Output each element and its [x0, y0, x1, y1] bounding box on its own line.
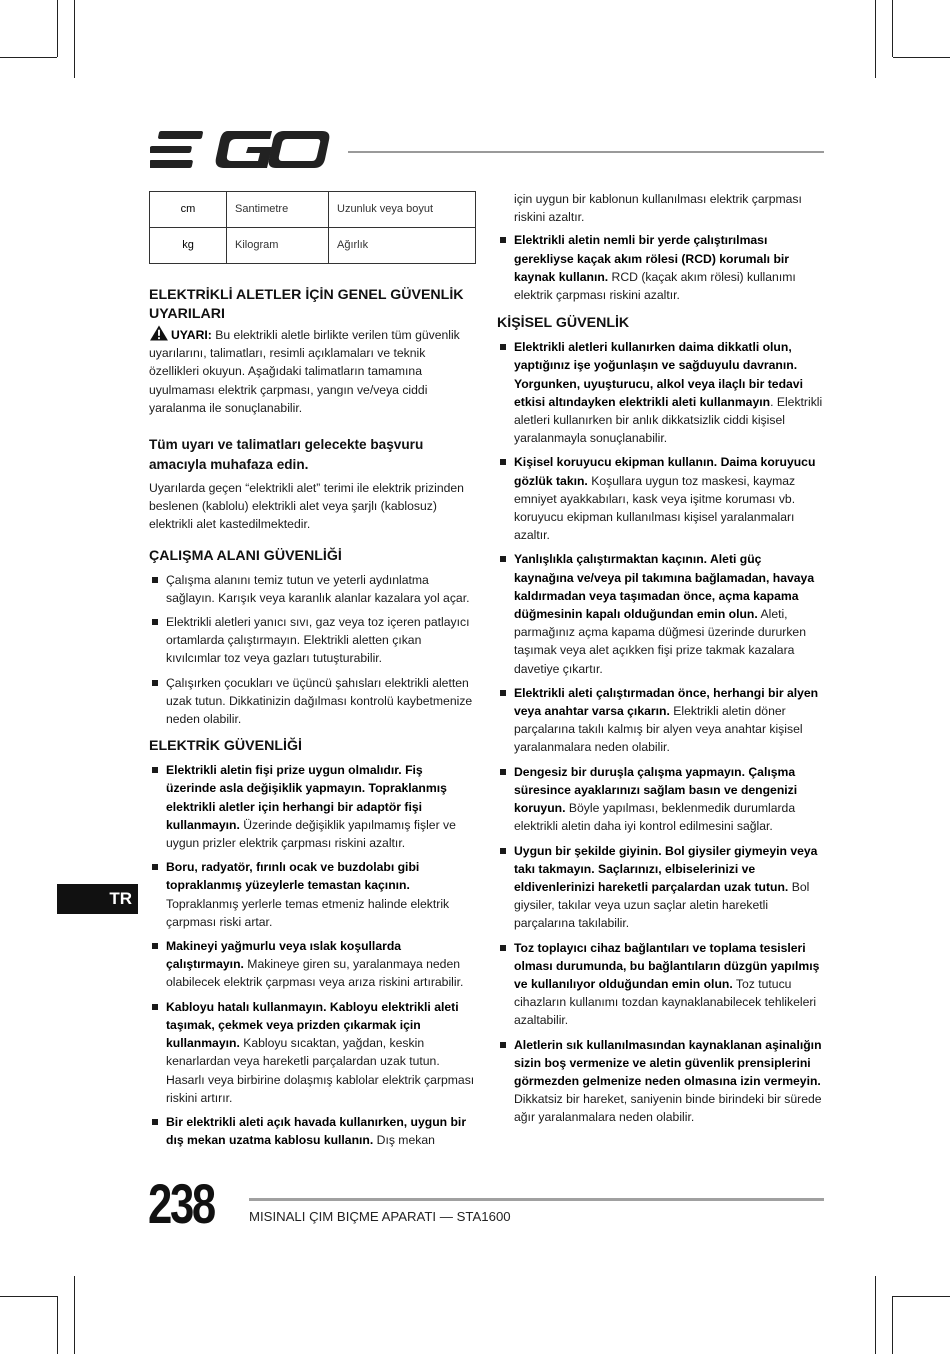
power-tool-definition: Uyarılarda geçen “elektrikli alet” terimi ile elektrik prizinden beslenen (kablolu) elektrikli alet veya şarjlı (kablosuz) elektrikli alet kastedilmektedir.	[149, 481, 464, 532]
item-text: Dış mekan	[373, 1133, 435, 1148]
item-bold: Kabloyu hatalı kullanmayın. Kabloyu elektrikli aleti taşımak, çekmek veya prizden çıkarmak için kullanmayın.	[166, 999, 459, 1051]
item-text: Bol giysiler, takılar veya uzun saçlar aletin hareketli parçalarına takılabilir.	[514, 879, 810, 931]
list-item	[497, 939, 824, 1030]
crop-mark	[57, 1296, 58, 1354]
item-text: . Elektrikli aletleri kullanırken bir anlık dikkatsizlik ciddi kişisel yaralanmayla sonuçlanabilir.	[514, 394, 823, 446]
list-item: Elektrikli aletleri yanıcı sıvı, gaz veya toz içeren patlayıcı ortamlarda çalıştırmayın. Elektrikli aletten çıkan kıvılcımlar toz veya gazları tutuşturabilir.	[149, 613, 475, 668]
unit-desc: Uzunluk veya boyut	[329, 192, 476, 228]
list-item	[497, 453, 824, 544]
unit-abbr: kg	[150, 228, 227, 264]
item-bold: Boru, radyatör, fırınlı ocak ve buzdolabı gibi topraklanmış yüzeylerle temastan kaçının.	[166, 860, 420, 893]
list-item	[149, 1113, 475, 1149]
crop-mark	[892, 1296, 893, 1354]
item-bold: Elektrikli aletin fişi prize uygun olmalıdır. Fiş üzerinde asla değişiklik yapmayın. Topraklanmış elektrikli aletler için herhangi bir adaptör fişi kullanmayın.	[166, 763, 447, 832]
crop-mark	[74, 0, 75, 78]
item-text: Dikkatsiz bir hareket, saniyenin binde birindeki bir sürede ağır yaralanmalara neden olabilir.	[514, 1092, 822, 1125]
list-item	[497, 763, 824, 836]
keep-instructions-heading: Tüm uyarı ve talimatları gelecekte başvuru amacıyla muhafaza edin.	[149, 437, 424, 472]
item-bold: Dengesiz bir duruşla çalışma yapmayın. Çalışma süresince ayaklarınızı sağlam basın ve dengenizi koruyun.	[514, 764, 798, 816]
crop-mark	[892, 0, 893, 57]
list-item: Çalışırken çocukları ve üçüncü şahısları elektrikli aletten uzak tutun. Dikkatinizin dağılması kontrolü kaybetmenize neden olabilir.	[149, 674, 475, 729]
list-item	[497, 842, 824, 933]
crop-mark	[74, 1276, 75, 1354]
language-tab: TR	[57, 884, 138, 914]
work-area-heading: ÇALIŞMA ALANI GÜVENLİĞİ	[149, 547, 342, 564]
item-bold: Toz toplayıcı cihaz bağlantıları ve toplama tesisleri olması durumunda, bu bağlantıların düzgün yapılmış ve kullanılıyor olduğundan emin olun.	[514, 940, 820, 991]
list-item	[497, 338, 824, 447]
list-item	[497, 550, 824, 677]
warning-text: Bu elektrikli aletle birlikte verilen tüm güvenlik uyarılarını, talimatları, resimli açıklamaları ve teknik özellikleri okuyun. Aşağıdaki talimatların tamamına uyulmaması elektrik çarpması, yangın ve/veya ciddi yaralanma ile sonuçlanabilir.	[149, 328, 460, 415]
item-bold: Yanlışlıkla çalıştırmaktan kaçının. Aleti güç kaynağına ve/veya pil takımına bağlamadan, havaya kaldırmadan veya taşımadan önce, açma kapama düğmesinin kapalı olduğundan emin olun.	[514, 552, 815, 622]
item-text: Makineye giren su, yaralanmaya neden olabilecek elektrik çarpması veya arıza riskini artırabilir.	[166, 957, 464, 990]
crop-mark	[0, 57, 57, 58]
work-area-list	[149, 571, 475, 729]
list-item	[149, 858, 475, 931]
electrical-safety-heading: ELEKTRİK GÜVENLİĞİ	[149, 738, 302, 755]
electrical-list	[149, 761, 475, 1149]
crop-mark	[0, 1296, 57, 1297]
page-number: 238	[148, 1172, 214, 1235]
item-text: Koşullara uygun toz maskesi, kaymaz emniyet ayakkabıları, kask veya işitme koruması vb. koruyucu ekipman kullanılması kişisel yaralanmaları azaltır.	[514, 473, 796, 543]
list-item	[149, 998, 475, 1107]
continued-text: için uygun bir kablonun kullanılması elektrik çarpması riskini azaltır.	[514, 192, 802, 225]
item-text: Aleti, parmağınız açma kapama düğmesi üzerinde dururken taşımak veya alet açıkken fişi prize takmak kazalara davetiye çıkartır.	[514, 607, 806, 676]
item-bold: Elektrikli aletin nemli bir yerde çalıştırılması gerekliyse kaçak akım rölesi (RCD) korumalı bir kaynak kullanın.	[514, 233, 790, 284]
footer-title: MISINALI ÇIM BIÇME APARATI — STA1600	[249, 1209, 511, 1224]
item-bold: Kişisel koruyucu ekipman kullanın. Daima koruyucu gözlük takın.	[514, 455, 816, 488]
list-item	[149, 937, 475, 992]
crop-mark	[875, 1276, 876, 1354]
units-table	[149, 191, 476, 264]
crop-mark	[875, 0, 876, 78]
item-text: Toz tutucu cihazların kullanımı tozdan kaynaklanabilecek tehlikeleri azaltabilir.	[514, 976, 817, 1028]
item-text: Üzerinde değişiklik yapılmamış fişler ve uygun prizler elektrik çarpması riskini azaltır.	[166, 817, 456, 851]
crop-mark	[893, 57, 950, 58]
item-text: Böyle yapılması, beklenmedik durumlarda elektrikli aletin daha iyi kontrol edilmesini sağlar.	[514, 801, 796, 834]
unit-abbr: cm	[150, 192, 227, 228]
personal-safety-heading: KİŞİSEL GÜVENLİK	[497, 315, 630, 332]
item-text: Elektrikli aletin döner parçalarına takılı kalmış bir alyen veya anahtar kişisel yaralanmalara neden olabilir.	[514, 704, 803, 755]
item-bold: Makineyi yağmurlu veya ıslak koşullarda çalıştırmayın.	[166, 939, 402, 972]
header-rule	[348, 151, 824, 153]
unit-desc: Ağırlık	[329, 228, 476, 264]
left-column	[149, 190, 475, 1155]
item-bold: Elektrikli aletleri kullanırken daima dikkatli olun, yaptığınız işe yoğunlaşın ve sağduyulu davranın. Yorgunken, uyuşturucu, alkol veya ilaçlı bir tedavi etkisi altındayken elektrikli aleti kullanmayın	[514, 340, 803, 409]
general-safety-heading: ELEKTRİKLİ ALETLER İÇİN GENEL GÜVENLİK UYARILARI	[149, 287, 464, 322]
list-item: Çalışma alanını temiz tutun ve yeterli aydınlatma sağlayın. Karışık veya karanlık alanlar kazalara yol açar.	[149, 571, 475, 607]
item-text: Kabloyu sıcaktan, yağdan, keskin kenarlardan veya hareketli parçalardan uzak tutun. Hasarlı veya birbirine dolaşmış kablolar elektrik çarpması riskini artırır.	[166, 1036, 475, 1105]
list-item	[149, 761, 475, 852]
personal-list	[497, 338, 824, 1126]
warning-triangle-icon	[149, 325, 169, 341]
crop-mark	[57, 0, 58, 57]
warning-label: UYARI:	[171, 328, 212, 342]
electrical-list-continued	[497, 231, 824, 304]
list-item	[497, 1036, 824, 1127]
item-bold: Bir elektrikli aleti açık havada kullanırken, uygun bir dış mekan uzatma kablosu kullanın.	[166, 1114, 467, 1148]
item-bold: Uygun bir şekilde giyinin. Bol giysiler giymeyin veya takı takmayın. Saçlarınızı, elbiselerinizi ve eldivenlerinizi hareketli parçalardan uzak tutun.	[514, 843, 818, 894]
unit-name: Santimetre	[227, 192, 329, 228]
crop-mark	[893, 1296, 950, 1297]
item-text: RCD (kaçak akım rölesi) kullanımı elektrik çarpması riskini azaltır.	[514, 269, 796, 303]
table-row	[150, 192, 476, 228]
right-column	[497, 190, 824, 1133]
footer-rule	[249, 1198, 824, 1201]
ego-logo	[150, 128, 330, 172]
item-text: Topraklanmış yerlerle temas etmeniz halinde elektrik çarpması riski artar.	[166, 896, 450, 929]
list-item	[497, 231, 824, 304]
warning-paragraph	[149, 325, 475, 417]
item-bold: Elektrikli aleti çalıştırmadan önce, herhangi bir alyen veya anahtar varsa çıkarın.	[514, 685, 819, 719]
table-row	[150, 228, 476, 264]
list-item	[497, 684, 824, 757]
unit-name: Kilogram	[227, 228, 329, 264]
item-bold: Aletlerin sık kullanılmasından kaynaklanan aşinalığın sizin boş vermenize ve aletin güvenlik prensiplerini görmezden gelmenize neden olmasına izin vermeyin.	[514, 1037, 822, 1088]
